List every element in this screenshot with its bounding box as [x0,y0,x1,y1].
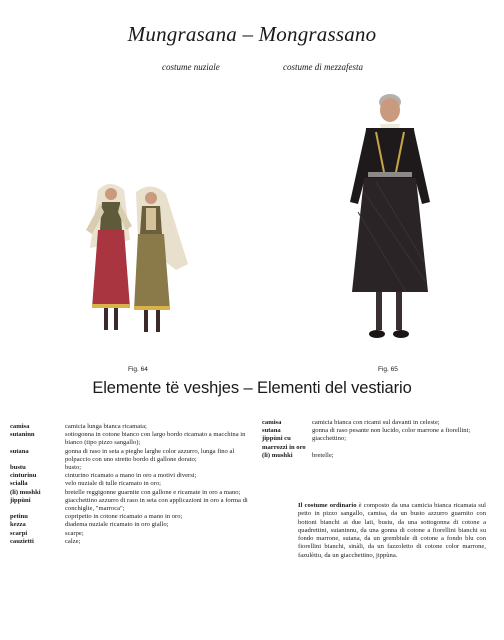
glossary-definition: giacchettino; [312,435,347,443]
page-title: Mungrasana – Mongrassano [127,22,377,46]
glossary-term: bustu [10,464,26,472]
glossary-term: jippùni [10,496,31,504]
photo-wedding-costume [80,180,192,342]
glossary-definition: gonna di raso pesante non lucido, color marrone a fiorellini; [312,427,471,435]
note-lead: Il costume ordinario [298,502,357,509]
glossary-definition: bretelle reggigonne guarnite con gallone e ricamate in oro a mano; [65,488,241,496]
photo-halfday-costume [346,92,432,342]
glossary-term: scarpi [10,529,28,537]
ordinary-costume-note [298,502,486,560]
glossary-row [10,538,250,546]
glossary-term: jippùni cu marrozzi in oro [262,435,306,451]
glossary-row [10,521,250,529]
glossary-definition: gonna di raso in seta a pieghe larghe color azzurro, lunga fino al polpaccio con uno stretto bordo di gallone dorato; [65,447,235,463]
glossary-definition: bretelle; [312,451,334,459]
glossary-term: cinturinu [10,472,37,480]
glossary-definition: giacchettino azzurro di raso in seta con applicazioni in oro a forma di conchiglie, "marroca"; [65,496,248,513]
glossary-term: camisa [10,423,30,430]
glossary-definition: camicia lunga bianca ricamata; [65,423,147,430]
glossary-row [10,513,250,521]
glossary-row [10,472,250,480]
glossary-definition: calze; [65,537,81,545]
glossary-term: sutana [262,427,281,435]
glossary-term: scialla [10,480,28,488]
note-text: è composto da una camicia bianca ricamata sul petto in pizzo sangallo, camisa, da un busto azzurro guarnito con bottoni bianchi ai due lati, bustu, da una sottogonna di cotone a quadrettini, sutaninnu, da una gonna di cotone a fiorellini bianchi su fondo marrone, sutana, da un grembiule di cotone a fondo blu con fiorellini bianchi, sinàli, da un fazzoletto di cotone color marrone, fazulèttu, da un giacchettino, jippùna. [298,502,487,559]
glossary-row [10,431,250,447]
glossary-term: (li) mushki [10,488,41,496]
glossary-term: sutaninn [10,431,35,439]
glossary-row [262,435,488,451]
glossary-row [10,497,250,513]
glossary-row [10,423,250,431]
glossary-term: camisa [262,419,282,426]
glossary-definition: velo nuziale di tulle ricamato in oro; [65,480,161,488]
figure-caption-64: Fig. 64 [128,366,148,373]
glossary-row [10,448,250,464]
glossary-definition: diadema nuziale ricamato in oro giallo; [65,521,169,529]
glossary-term: sutana [10,447,29,455]
glossary-definition: cinturino ricamato a mano in oro a motivi diversi; [65,472,197,480]
figure-caption-65: Fig. 65 [378,366,398,373]
glossary-row [262,452,488,460]
glossary-definition: sottogonna in cotone bianco con largo bordo ricamato a macchina in bianco (tipo pizzo sangallo); [65,431,246,447]
glossary-wedding-costume [10,423,250,546]
glossary-definition: camicia bianca con ricami sul davanti in celeste; [312,419,440,426]
glossary-definition: scarpe; [65,529,84,537]
subtitle-wedding-costume: costume nuziale [162,62,220,72]
glossary-row [10,530,250,538]
glossary-halfday-costume [262,419,488,460]
glossary-term: petinu [10,513,28,521]
glossary-row [10,480,250,488]
glossary-row [262,427,488,435]
section-title: Elemente të veshjes – Elementi del vestiario [92,379,412,397]
glossary-term: (li) mushki [262,451,293,459]
glossary-term: cauzietti [10,537,34,545]
glossary-row [10,489,250,497]
glossary-term: kezza [10,521,26,529]
glossary-row [10,464,250,472]
glossary-row [262,419,488,427]
glossary-definition: busto; [65,464,82,472]
glossary-definition: copripetto in cotone ricamato a mano in oro; [65,513,183,521]
subtitle-halfday-costume: costume di mezzafesta [283,62,363,72]
